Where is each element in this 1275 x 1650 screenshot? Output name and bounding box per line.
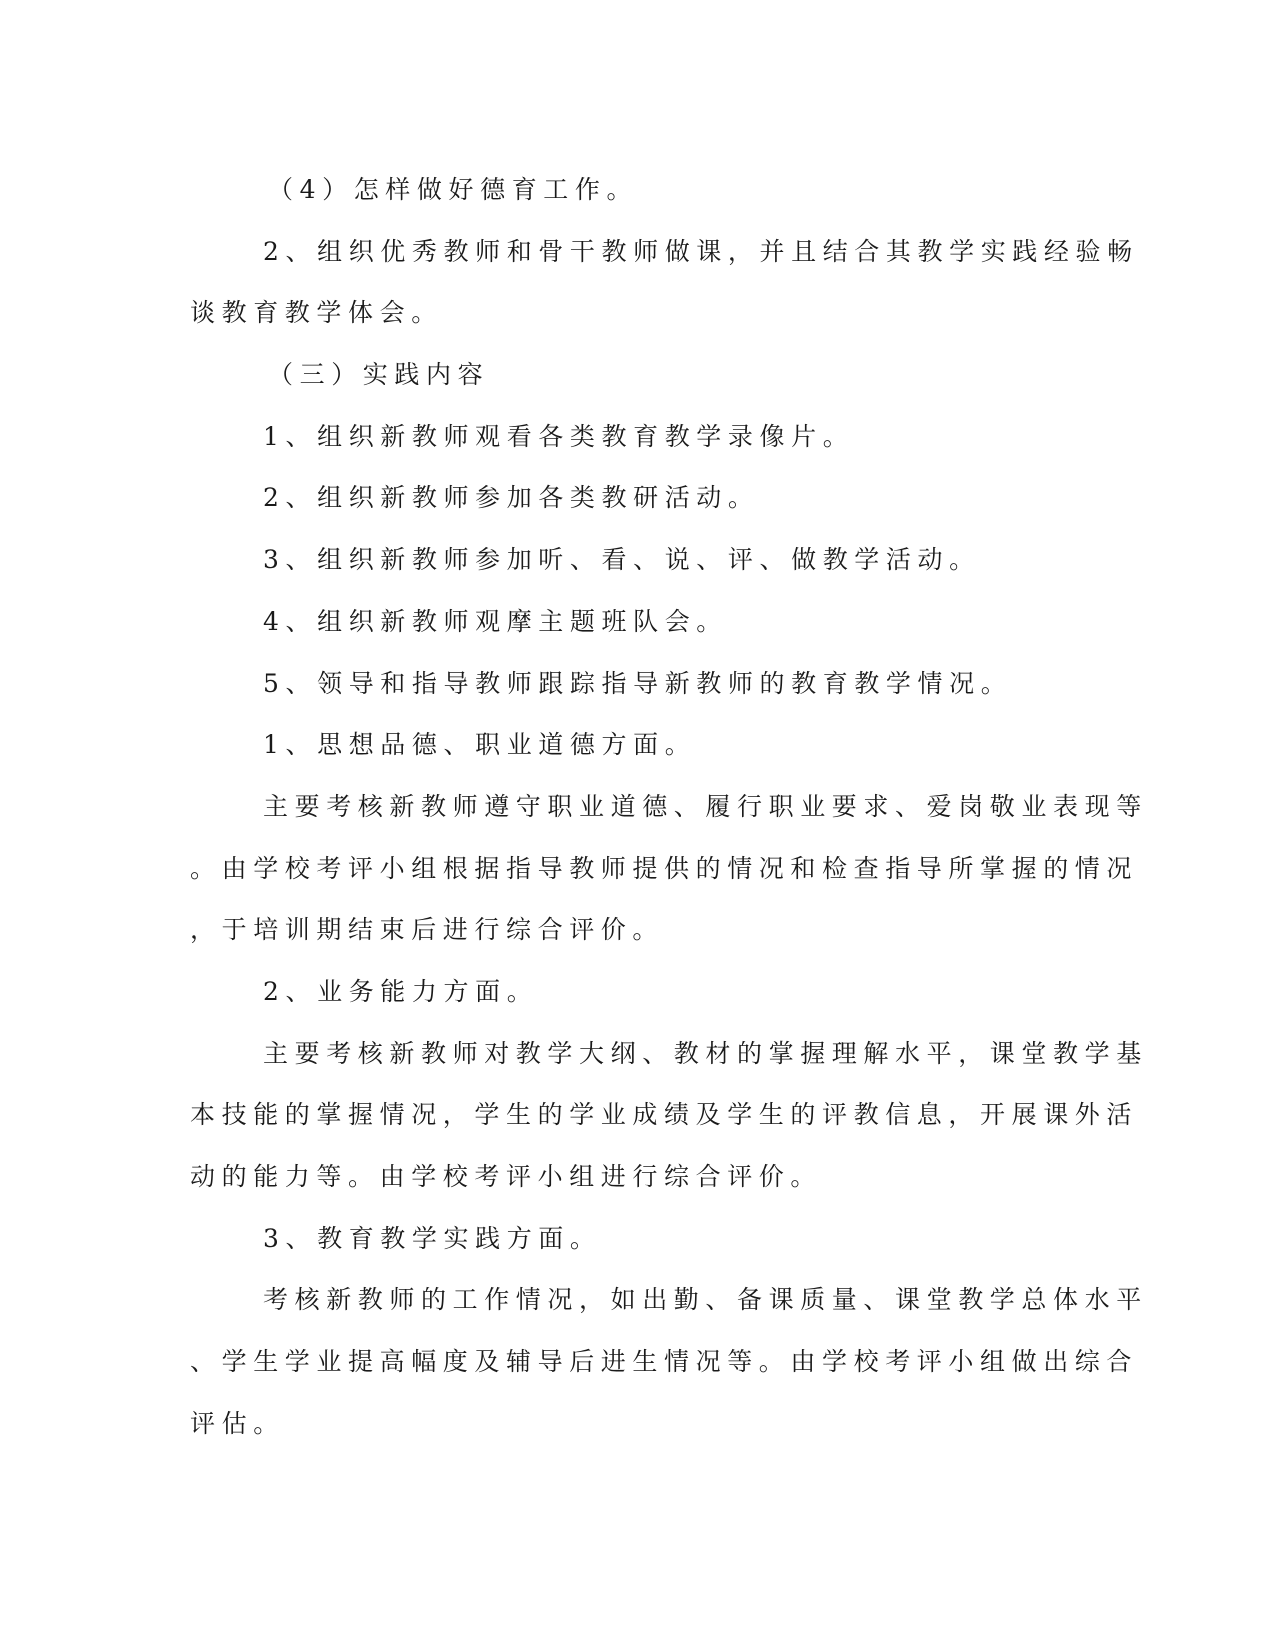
text-line: 谈教育教学体会。 (190, 298, 443, 328)
text-line: ，于培训期结束后进行综合评价。 (190, 915, 665, 945)
text-line: 评估。 (190, 1408, 285, 1438)
text-line: 2、组织优秀教师和骨干教师做课，并且结合其教学实践经验畅 (263, 236, 1139, 266)
text-line: 2、组织新教师参加各类教研活动。 (263, 483, 760, 513)
document-body (190, 159, 1148, 1454)
text-line: 动的能力等。由学校考评小组进行综合评价。 (190, 1162, 823, 1191)
text-line: 1、组织新教师观看各类教育教学录像片。 (263, 421, 855, 451)
section-heading: （三）实践内容 (268, 360, 490, 390)
text-line: 、学生学业提高幅度及辅导后进生情况等。由学校考评小组做出综合 (190, 1347, 1139, 1377)
text-line: 本技能的掌握情况，学生的学业成绩及学生的评教信息，开展课外活 (190, 1100, 1139, 1130)
text-line: 2、业务能力方面。 (263, 976, 539, 1006)
text-line: （4）怎样做好德育工作。 (268, 175, 639, 204)
text-line: 主要考核新教师对教学大纲、教材的掌握理解水平，课堂教学基 (263, 1038, 1148, 1068)
text-line: 4、组织新教师观摩主题班队会。 (263, 606, 728, 636)
text-line: 3、组织新教师参加听、看、说、评、做教学活动。 (263, 545, 981, 575)
text-line: 主要考核新教师遵守职业道德、履行职业要求、爱岗敬业表现等 (263, 791, 1148, 821)
text-line: 1、思想品德、职业道德方面。 (263, 730, 697, 760)
text-line: 考核新教师的工作情况，如出勤、备课质量、课堂教学总体水平 (263, 1285, 1148, 1315)
text-line: 3、教育教学实践方面。 (263, 1223, 602, 1253)
text-line: 5、领导和指导教师跟踪指导新教师的教育教学情况。 (263, 668, 1013, 698)
text-line: 。由学校考评小组根据指导教师提供的情况和检查指导所掌握的情况 (190, 853, 1139, 883)
